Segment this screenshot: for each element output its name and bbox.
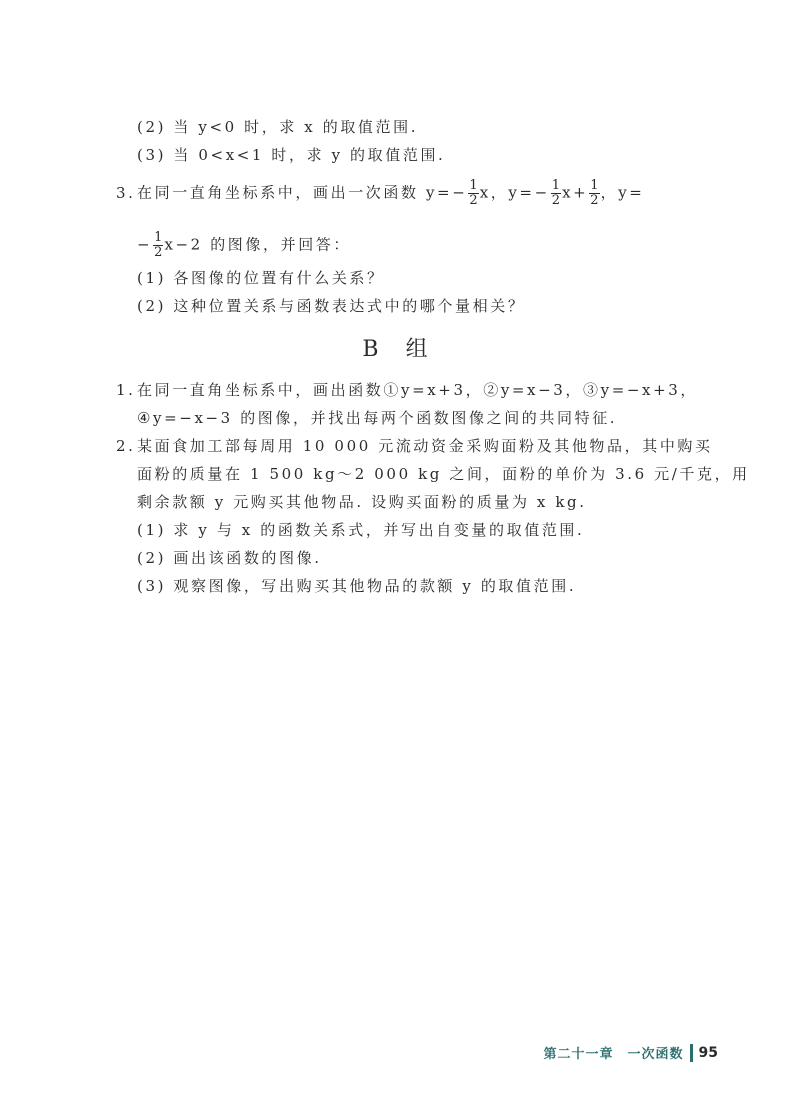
b-question-2-line-2: 面粉的质量在 1 500 kg～2 000 kg 之间，面粉的单价为 3.6 元/千克，用 — [137, 465, 750, 483]
question-3-line-1 — [137, 179, 644, 208]
page-footer — [544, 1043, 719, 1062]
page-number: 95 — [698, 1044, 718, 1061]
equation-2-prefix: y=− — [508, 183, 550, 202]
question-2-part-3: (3) 当 0<x<1 时，求 y 的取值范围. — [137, 146, 446, 164]
equation-1-prefix: y=− — [425, 183, 468, 202]
b-question-1-line-2: ④y=−x−3 的图像，并找出每两个函数图像之间的共同特征. — [137, 409, 618, 427]
b-question-2-part-2: (2) 画出该函数的图像. — [137, 549, 322, 567]
b-question-2-part-1: (1) 求 y 与 x 的函数关系式，并写出自变量的取值范围. — [137, 521, 585, 539]
equation-3-prefix: y= — [618, 183, 645, 202]
b-question-1-line-1: 在同一直角坐标系中，画出函数①y=x+3，②y=x−3，③y=−x+3， — [137, 381, 699, 399]
question-3-part-2: (2) 这种位置关系与函数表达式中的哪个量相关？ — [137, 297, 526, 315]
fraction-denominator: 2 — [154, 245, 163, 260]
fraction-denominator: 2 — [590, 193, 599, 208]
b-question-2-part-3: (3) 观察图像，写出购买其他物品的款额 y 的取值范围. — [137, 577, 577, 595]
b-question-1-number: 1. — [116, 381, 136, 399]
fraction-numerator: 1 — [469, 178, 478, 193]
b-question-2-number: 2. — [116, 437, 136, 455]
question-3-text: 在同一直角坐标系中，画出一次函数 — [137, 183, 426, 202]
chapter-title: 第二十一章 一次函数 — [543, 1047, 684, 1062]
equation-2-suffix: ， — [600, 183, 619, 202]
fraction-numerator: 1 — [551, 178, 561, 193]
fraction-one-half — [468, 179, 478, 208]
fraction-one-half — [551, 179, 561, 208]
fraction-denominator: 2 — [551, 193, 561, 208]
question-3-line-2 — [137, 231, 351, 260]
equation-2-middle: x+ — [562, 183, 589, 202]
fraction-one-half — [589, 179, 599, 208]
fraction-denominator: 2 — [469, 193, 478, 208]
fraction-numerator: 1 — [154, 230, 163, 245]
fraction-one-half — [153, 231, 163, 260]
footer-divider — [690, 1044, 693, 1062]
section-b-heading: B 组 — [362, 337, 438, 362]
equation-3-lead: − — [137, 235, 153, 254]
equation-3-suffix: x−2 的图像，并回答： — [164, 235, 351, 254]
equation-1-suffix: x， — [479, 183, 509, 202]
b-question-2-line-3: 剩余款额 y 元购买其他物品. 设购买面粉的质量为 x kg. — [137, 493, 587, 511]
b-question-2-line-1: 某面食加工部每周用 10 000 元流动资金采购面粉及其他物品，其中购买 — [137, 437, 713, 455]
question-3-part-1: (1) 各图像的位置有什么关系？ — [137, 269, 385, 287]
question-3-number: 3. — [116, 184, 136, 202]
question-2-part-2: (2) 当 y<0 时，求 x 的取值范围. — [137, 118, 419, 136]
fraction-numerator: 1 — [590, 178, 599, 193]
